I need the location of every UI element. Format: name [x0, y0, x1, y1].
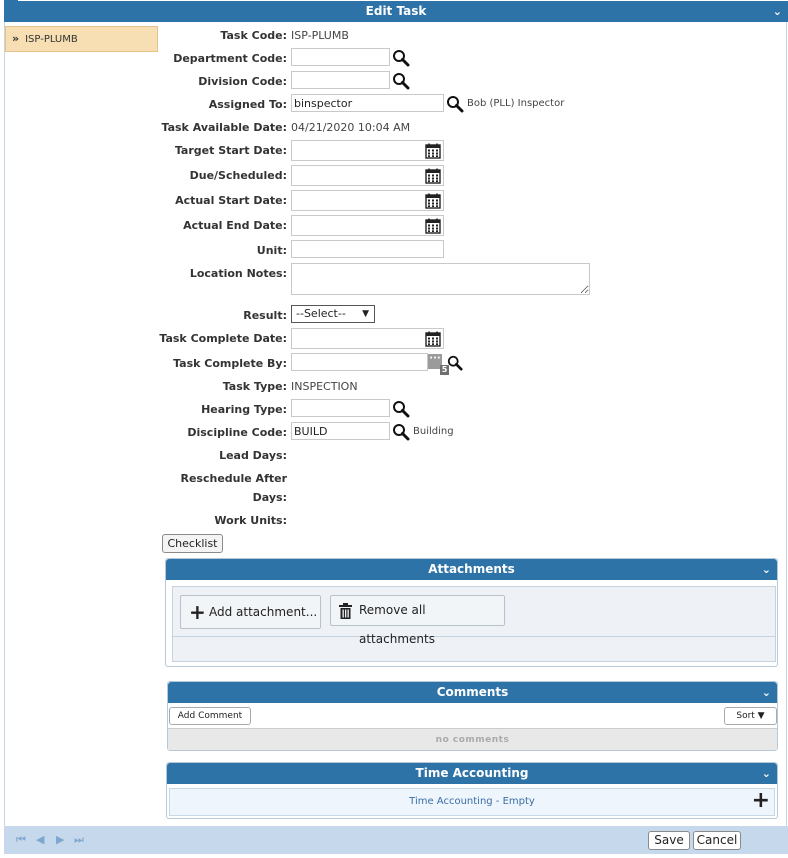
lead-days-label: Lead Days: — [219, 449, 287, 462]
add-time-entry-icon[interactable]: + — [751, 788, 770, 813]
task-type-value: INSPECTION — [291, 380, 358, 393]
hearing-type-label: Hearing Type: — [201, 403, 287, 416]
discipline-code-desc: Building — [413, 426, 454, 437]
department-code-label: Department Code: — [173, 52, 287, 65]
assigned-to-label: Assigned To: — [208, 98, 287, 111]
add-comment-button[interactable]: Add Comment — [169, 707, 251, 725]
cancel-button[interactable]: Cancel — [693, 831, 741, 850]
result-select[interactable] — [291, 305, 375, 323]
assigned-to-input[interactable] — [291, 94, 444, 112]
due-scheduled-label: Due/Scheduled: — [189, 169, 287, 182]
attachments-body — [172, 586, 776, 662]
reschedule-label-line1: Reschedule After — [180, 472, 287, 485]
assigned-to-name: Bob (PLL) Inspector — [467, 98, 565, 109]
due-scheduled-calendar-icon[interactable] — [425, 168, 441, 184]
time-accounting-header — [167, 763, 777, 784]
unit-input[interactable] — [291, 240, 444, 258]
attachments-title: Attachments — [428, 562, 515, 576]
target-start-input[interactable] — [291, 140, 444, 161]
add-attachment-button[interactable] — [180, 595, 321, 629]
previous-record-icon[interactable]: ◀ — [36, 833, 45, 846]
unit-label: Unit: — [256, 244, 287, 257]
remove-all-attachments-button[interactable] — [330, 595, 505, 646]
division-code-input[interactable] — [291, 71, 390, 89]
collapse-chevron-icon[interactable]: ⌄ — [772, 5, 782, 18]
next-record-icon[interactable]: ▶ — [56, 833, 65, 846]
result-label: Result: — [243, 309, 287, 322]
available-date-label: Task Available Date: — [161, 121, 287, 134]
actual-end-calendar-icon[interactable] — [425, 218, 441, 234]
actual-start-calendar-icon[interactable] — [425, 193, 441, 209]
time-accounting-collapse-icon[interactable]: ⌄ — [761, 767, 771, 780]
complete-date-calendar-icon[interactable] — [425, 331, 441, 347]
trash-icon — [339, 603, 352, 619]
work-units-label: Work Units: — [214, 514, 287, 527]
dropdown-arrow-icon: ▼ — [362, 309, 369, 319]
actual-end-input[interactable] — [291, 215, 444, 236]
attachments-panel — [165, 558, 778, 667]
division-search-icon[interactable] — [392, 72, 410, 90]
task-type-label: Task Type: — [222, 380, 287, 393]
sidebar-item-label: ISP-PLUMB — [25, 34, 78, 45]
discipline-search-icon[interactable] — [392, 423, 410, 441]
reschedule-label-line2: Days: — [252, 491, 287, 504]
save-button[interactable]: Save — [648, 831, 690, 850]
comments-collapse-icon[interactable]: ⌄ — [761, 686, 771, 699]
due-scheduled-input[interactable] — [291, 165, 444, 186]
discipline-code-label: Discipline Code: — [187, 426, 287, 439]
complete-date-input[interactable] — [291, 328, 444, 349]
first-record-icon[interactable]: ⏮ — [16, 833, 26, 846]
sort-button[interactable]: Sort ▼ — [724, 707, 777, 725]
comments-header — [168, 682, 777, 703]
last-record-icon[interactable]: ⏭ — [74, 833, 84, 846]
plus-icon: + — [189, 600, 206, 624]
time-accounting-panel — [166, 762, 778, 819]
task-code-label: Task Code: — [220, 29, 287, 42]
target-start-calendar-icon[interactable] — [425, 143, 441, 159]
location-notes-label: Location Notes: — [189, 267, 287, 280]
ellipsis-icon[interactable]: ··· — [428, 354, 442, 369]
department-search-icon[interactable] — [392, 49, 410, 67]
hearing-type-input[interactable] — [291, 399, 390, 417]
right-border — [786, 22, 787, 826]
time-accounting-title: Time Accounting — [415, 766, 529, 780]
actual-start-input[interactable] — [291, 190, 444, 211]
count-badge: 5 — [441, 365, 448, 374]
footer-bar — [4, 826, 788, 854]
department-code-input[interactable] — [291, 48, 390, 66]
discipline-code-input[interactable] — [291, 422, 390, 440]
task-code-value: ISP-PLUMB — [291, 29, 349, 42]
window-titlebar — [4, 1, 788, 22]
window-title: Edit Task — [365, 4, 427, 18]
complete-date-label: Task Complete Date: — [159, 332, 287, 345]
actual-start-label: Actual Start Date: — [175, 194, 287, 207]
assigned-to-search-icon[interactable] — [446, 95, 464, 113]
location-notes-textarea[interactable] — [291, 263, 590, 295]
attachments-header — [166, 559, 777, 580]
time-accounting-body — [169, 788, 775, 816]
attachments-divider — [173, 636, 775, 637]
attachments-collapse-icon[interactable]: ⌄ — [761, 563, 771, 576]
remove-all-attachments-label: Remove all attachments — [359, 603, 435, 646]
division-code-label: Division Code: — [198, 75, 287, 88]
comments-title: Comments — [436, 685, 509, 699]
target-start-label: Target Start Date: — [174, 144, 287, 157]
double-chevron-right-icon: » — [12, 32, 20, 45]
hearing-type-search-icon[interactable] — [392, 400, 410, 418]
complete-by-label: Task Complete By: — [173, 357, 287, 370]
available-date-value: 04/21/2020 10:04 AM — [291, 121, 411, 134]
comments-panel — [167, 681, 778, 751]
left-border — [4, 22, 5, 826]
checklist-button[interactable]: Checklist — [162, 534, 223, 553]
comments-empty: no comments — [168, 728, 777, 750]
actual-end-label: Actual End Date: — [183, 219, 287, 232]
time-accounting-empty: Time Accounting - Empty — [409, 796, 535, 807]
result-selected-value: --Select-- — [296, 307, 346, 320]
complete-by-search-icon[interactable] — [447, 355, 463, 371]
complete-by-input[interactable] — [291, 353, 428, 371]
add-attachment-label: Add attachment... — [209, 605, 318, 619]
